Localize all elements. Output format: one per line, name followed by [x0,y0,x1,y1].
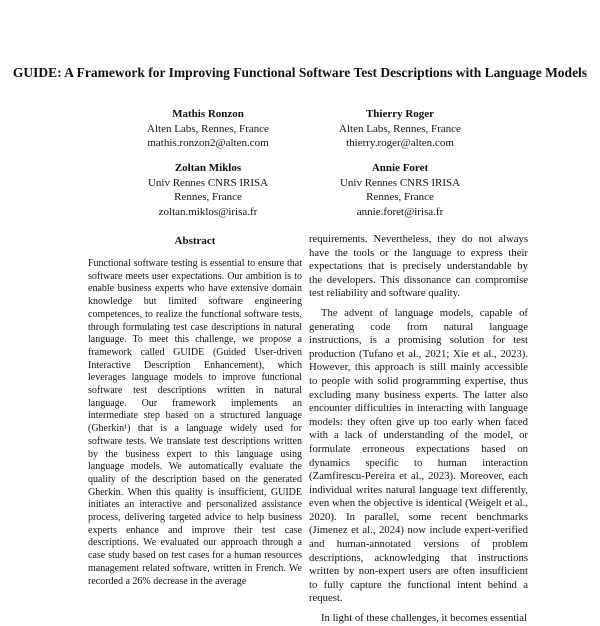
author-email: annie.foret@irisa.fr [356,205,444,218]
author-block [290,161,510,219]
body-paragraph: In light of these challenges, it becomes essential [321,612,527,625]
author-block [290,107,510,151]
author-email: mathis.ronzon2@alten.com [147,137,269,149]
author-name: Thierry Roger [365,108,435,120]
author-name: Zoltan Miklos [174,162,242,174]
author-block [98,161,318,219]
author-block [98,107,318,151]
author-name: Mathis Ronzon [172,108,244,120]
author-location: Rennes, France [366,191,434,203]
author-email: thierry.roger@alten.com [346,137,454,149]
author-location: Rennes, France [174,191,242,203]
author-name: Annie Foret [371,162,429,174]
paper-title: GUIDE: A Framework for Improving Functional Software Test Descriptions with Language Models [12,65,588,80]
author-affiliation: Univ Rennes CNRS IRISA [147,176,269,189]
abstract-heading: Abstract [174,235,216,247]
author-email: zoltan.miklos@irisa.fr [158,205,258,218]
body-paragraph: requirements. Nevertheless, they do not always have the tools or the language to express their expectations that is precisely understandable by the developers. This dissonance can compromise test reliability and software quality. [309,233,528,300]
body-column [309,233,528,625]
abstract-text: Functional software testing is essential to ensure that software meets user expectations. Our ambition is to enable business experts who have extensive domain knowledge but limited software engineering competences, to realize the functional software tests, through formulating test case descriptions in natural language. To meet this challenge, we propose a framework called GUIDE (Guided User-driven Interactive Description Enhancement), which leverages language models to improve functional software test descriptions written in natural language. Our framework implements an intermediate step based on a structured language (Gherkin¹) that is a language widely used for software tests. We translate test descriptions written by the business expert to this language using language models. We automatically evaluate the quality of the description based on the generated Gherkin. When this quality is insufficient, GUIDE initiates an interactive and personalized assistance process, delivering targeted advice to help business experts enhance and improve their test case descriptions. We evaluated our approach through a case study based on test cases for a human resources management related software, written in French. We recorded a 26% decrease in the average [88,258,302,587]
author-affiliation: Alten Labs, Rennes, France [147,122,269,135]
author-affiliation: Univ Rennes CNRS IRISA [339,176,461,189]
body-paragraph: The advent of language models, capable of generating code from natural language instructions, is a promising solution for test production (Tufano et al., 2021; Xie et al., 2023). However, this approach is still mainly accessible to people with solid programming expertise, thus excluding many business experts. The latter also encounter difficulties in interacting with language models: they often give up too early when faced with a lack of understanding of the model, or formulate erroneous expectations based on dynamics specific to human interaction (Zamfirescu-Pereira et al., 2023). Moreover, each individual writes natural language text differently, even when the objective is identical (Weigelt et al., 2020). In parallel, some recent benchmarks (Jimenez et al., 2024) now include expert-verified and human-annotated versions of problem descriptions, acknowledging that instructions written by non-expert users are often insufficient to fully capture the functional intent behind a request. [309,306,528,605]
author-affiliation: Alten Labs, Rennes, France [339,122,461,135]
